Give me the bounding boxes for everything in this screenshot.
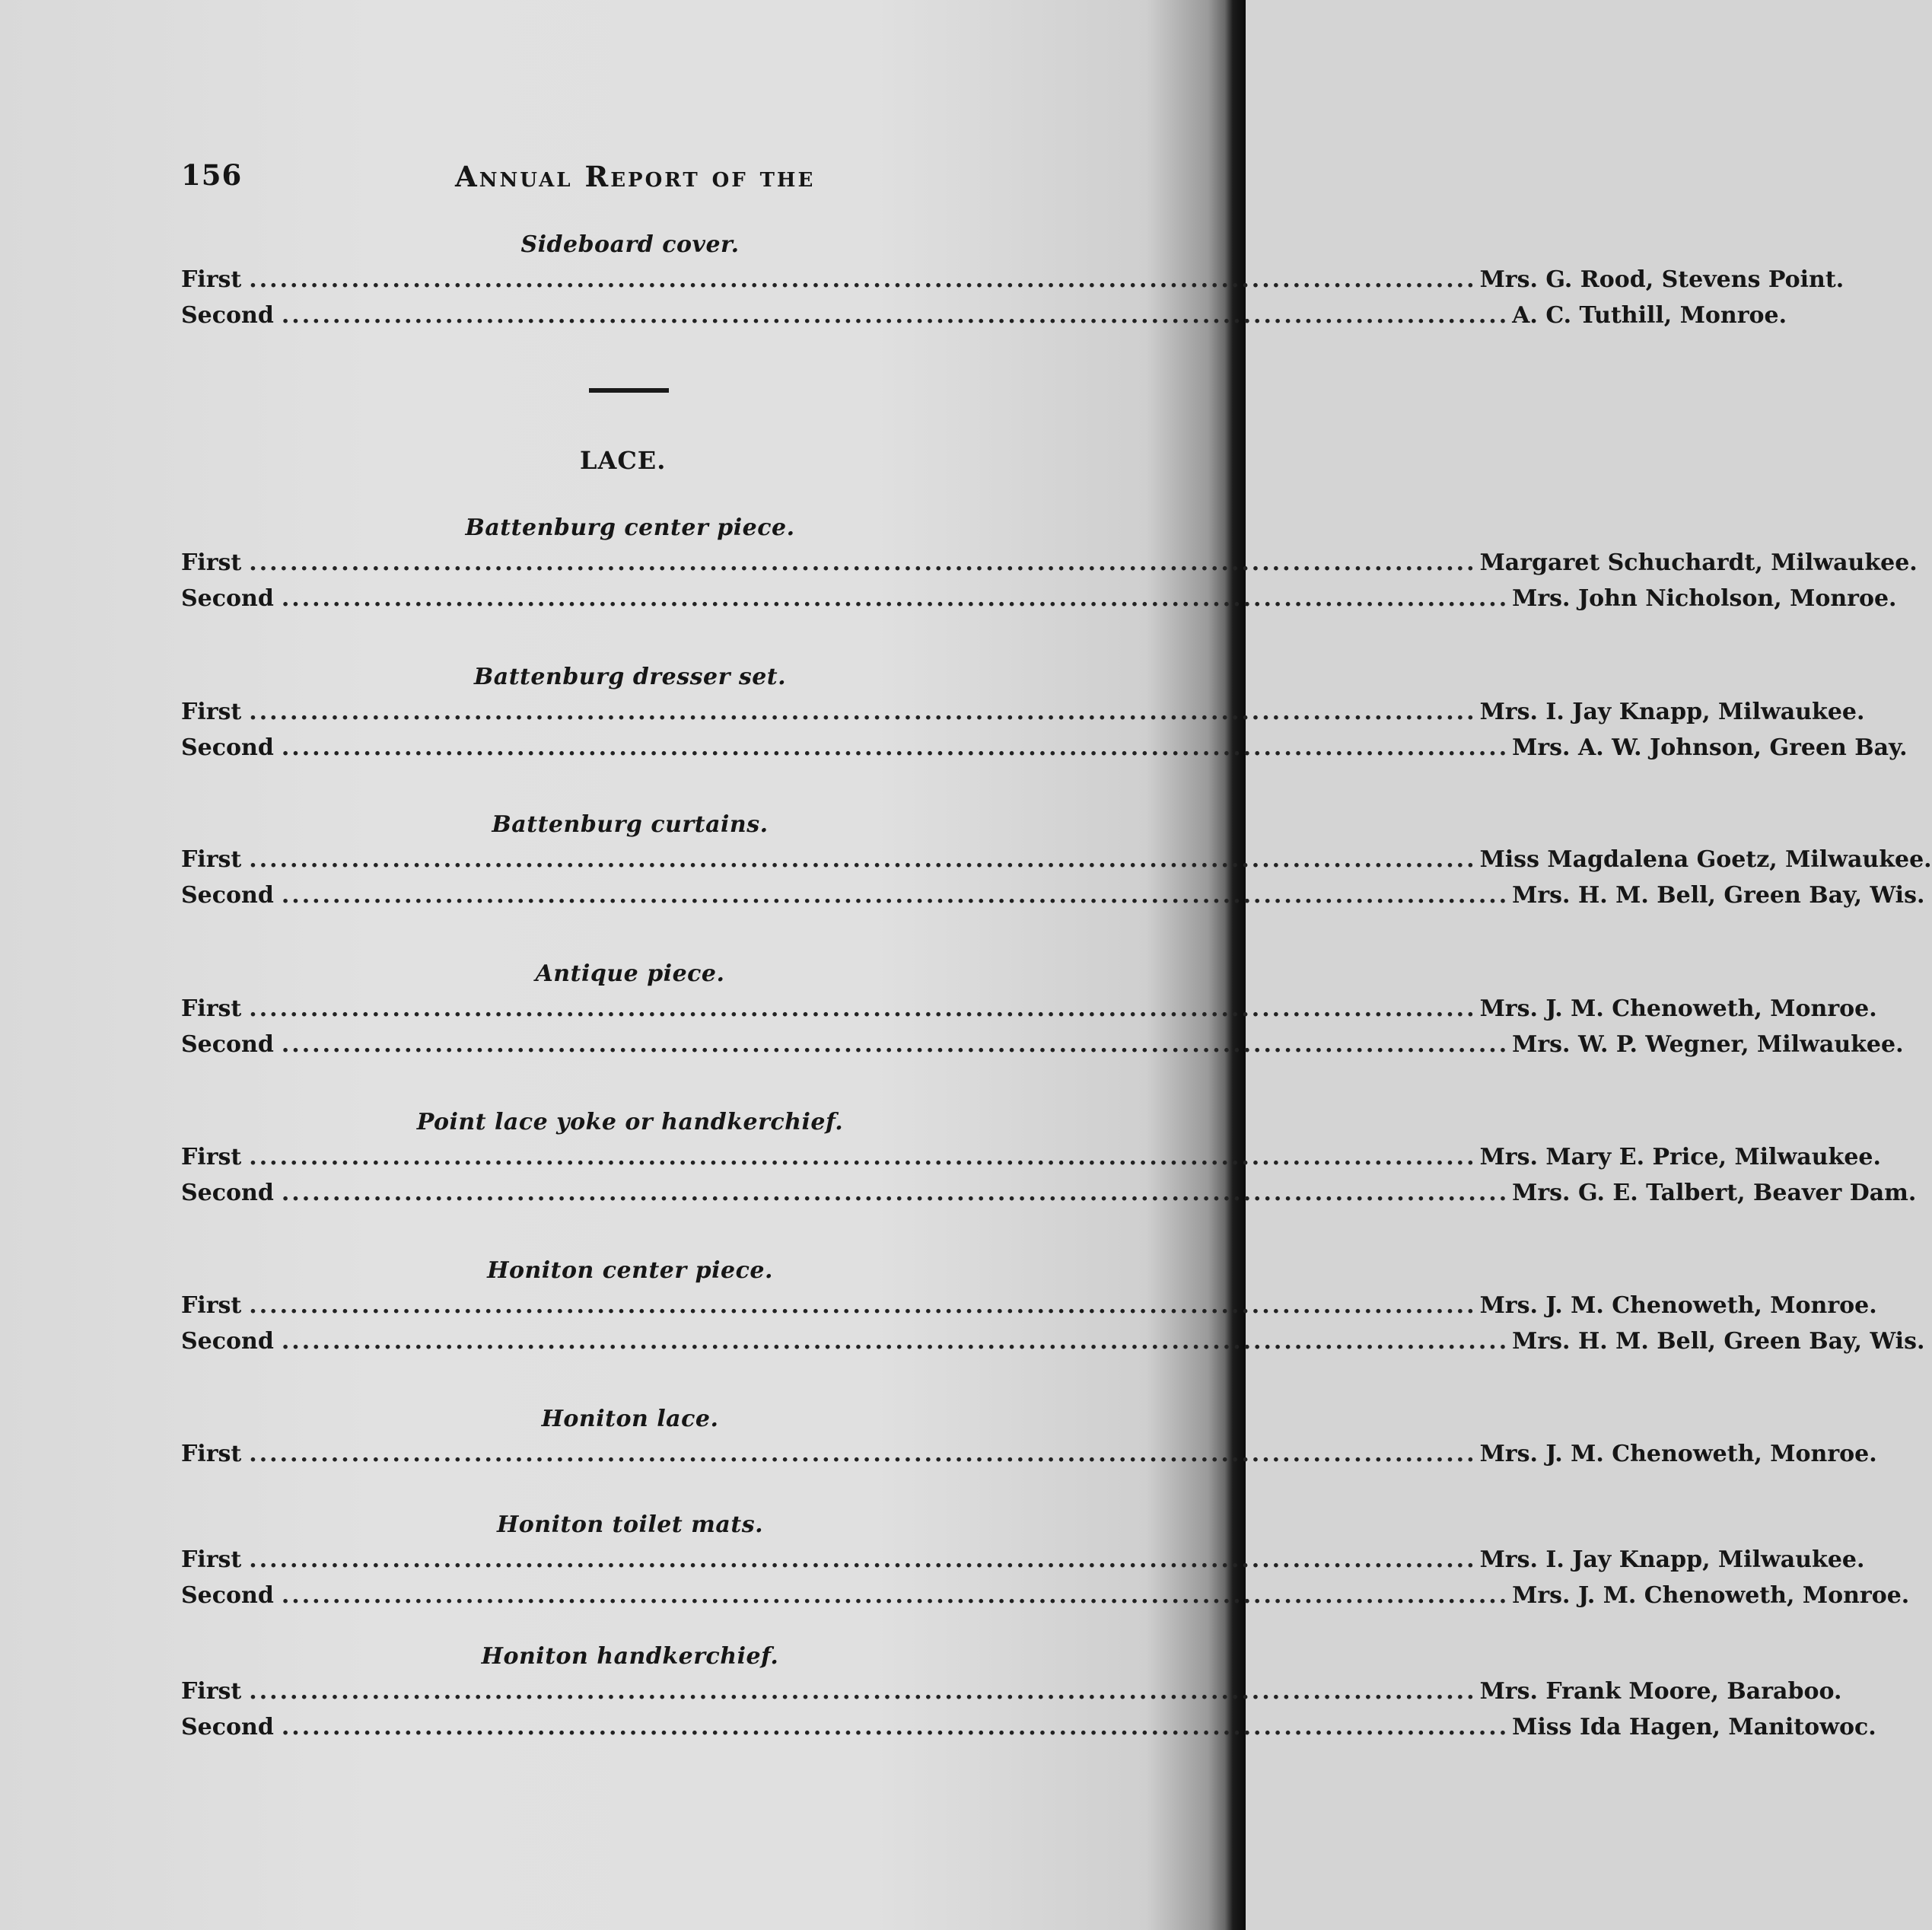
award-place: First — [181, 549, 242, 576]
award-entry — [181, 877, 1925, 913]
award-section — [181, 661, 1908, 766]
award-category-caption: Honiton handkerchief. — [481, 1643, 779, 1670]
award-section — [181, 957, 1904, 1062]
award-winner: A. C. Tuthill, Monroe. — [1512, 302, 1787, 329]
award-category-caption: Battenburg center piece. — [465, 514, 795, 541]
award-category-caption: Battenburg curtains. — [492, 811, 769, 838]
award-winner: Mrs. G. Rood, Stevens Point. — [1479, 266, 1844, 293]
award-category-caption: Honiton toilet mats. — [496, 1511, 764, 1538]
award-place: First — [181, 699, 242, 725]
award-category-caption: Honiton center piece. — [487, 1257, 773, 1284]
running-head: Annual Report of the — [455, 160, 816, 193]
award-winner: Margaret Schuchardt, Milwaukee. — [1479, 549, 1918, 576]
award-winner: Mrs. A. W. Johnson, Green Bay. — [1512, 734, 1908, 761]
award-place: First — [181, 266, 242, 293]
award-place: First — [181, 1441, 242, 1467]
award-entry — [181, 1323, 1925, 1359]
award-place: Second — [181, 585, 274, 612]
award-section — [181, 1640, 1876, 1745]
award-section — [181, 1106, 1917, 1211]
award-entry — [181, 1542, 1865, 1578]
dot-leader: ........................................................................................................................ — [249, 1546, 1477, 1573]
award-winner: Mrs. J. M. Chenoweth, Monroe. — [1512, 1582, 1910, 1609]
award-winner: Mrs. H. M. Bell, Green Bay, Wis. — [1512, 1328, 1925, 1355]
dot-leader: ........................................................................................................................ — [281, 585, 1510, 612]
award-section-sideboard-cover — [181, 228, 1844, 333]
dot-leader: ........................................................................................................................ — [281, 734, 1510, 761]
dot-leader: ........................................................................................................................ — [249, 846, 1477, 873]
award-place: Second — [181, 1180, 274, 1206]
award-section — [181, 1508, 1910, 1613]
award-winner: Mrs. I. Jay Knapp, Milwaukee. — [1479, 1546, 1865, 1573]
award-entry — [181, 1288, 1877, 1323]
award-place: Second — [181, 1714, 274, 1741]
award-winner: Mrs. G. E. Talbert, Beaver Dam. — [1512, 1180, 1917, 1206]
dot-leader: ........................................................................................................................ — [249, 995, 1477, 1022]
award-category-caption: Point lace yoke or handkerchief. — [416, 1109, 844, 1135]
award-place: First — [181, 1292, 242, 1319]
award-entry — [181, 1674, 1842, 1709]
award-winner: Mrs. W. P. Wegner, Milwaukee. — [1512, 1031, 1904, 1058]
award-place: First — [181, 846, 242, 873]
award-winner: Miss Ida Hagen, Manitowoc. — [1512, 1714, 1876, 1741]
dot-leader: ........................................................................................................................ — [249, 266, 1477, 293]
award-place: Second — [181, 1328, 274, 1355]
award-place: First — [181, 1546, 242, 1573]
dot-leader: ........................................................................................................................ — [281, 882, 1510, 909]
award-winner: Mrs. Frank Moore, Baraboo. — [1479, 1678, 1842, 1705]
lace-heading-text: LACE. — [580, 446, 667, 475]
award-entry — [181, 1175, 1917, 1211]
award-entry — [181, 545, 1918, 581]
award-entry — [181, 1578, 1910, 1613]
dot-leader: ........................................................................................................................ — [249, 1144, 1477, 1170]
dot-leader: ........................................................................................................................ — [281, 1180, 1510, 1206]
award-place: First — [181, 1678, 242, 1705]
award-place: Second — [181, 1031, 274, 1058]
award-entry — [181, 1709, 1876, 1745]
dot-leader: ........................................................................................................................ — [281, 1714, 1510, 1741]
award-place: Second — [181, 1582, 274, 1609]
award-category-caption: Honiton lace. — [541, 1406, 719, 1432]
award-place: Second — [181, 734, 274, 761]
award-winner: Miss Magdalena Goetz, Milwaukee. — [1479, 846, 1932, 873]
award-entry — [181, 1436, 1877, 1472]
award-entry — [181, 1027, 1904, 1062]
award-entry — [181, 694, 1865, 730]
dot-leader: ........................................................................................................................ — [281, 1031, 1510, 1058]
award-category-caption: Battenburg dresser set. — [473, 664, 787, 690]
award-place: Second — [181, 882, 274, 909]
award-entry — [181, 262, 1844, 298]
dot-leader: ........................................................................................................................ — [249, 699, 1477, 725]
award-place: First — [181, 1144, 242, 1170]
award-entry — [181, 842, 1932, 877]
award-entry — [181, 581, 1897, 616]
award-section — [181, 1403, 1877, 1472]
award-entry — [181, 298, 1787, 333]
award-place: First — [181, 995, 242, 1022]
award-winner: Mrs. John Nicholson, Monroe. — [1512, 585, 1897, 612]
award-section — [181, 1254, 1925, 1359]
award-winner: Mrs. J. M. Chenoweth, Monroe. — [1479, 1292, 1877, 1319]
award-category-caption: Antique piece. — [535, 960, 725, 987]
page-header — [181, 158, 1079, 195]
dot-leader: ........................................................................................................................ — [249, 549, 1477, 576]
award-entry — [181, 1139, 1881, 1175]
award-winner: Mrs. H. M. Bell, Green Bay, Wis. — [1512, 882, 1925, 909]
award-winner: Mrs. J. M. Chenoweth, Monroe. — [1479, 1441, 1877, 1467]
award-winner: Mrs. Mary E. Price, Milwaukee. — [1479, 1144, 1881, 1170]
dot-leader: ........................................................................................................................ — [249, 1441, 1477, 1467]
dot-leader: ........................................................................................................................ — [249, 1292, 1477, 1319]
award-section — [181, 808, 1932, 913]
page-number: 156 — [181, 158, 243, 192]
dot-leader: ........................................................................................................................ — [281, 302, 1510, 329]
award-section — [181, 511, 1918, 616]
dot-leader: ........................................................................................................................ — [281, 1582, 1510, 1609]
award-entry — [181, 991, 1877, 1027]
award-winner: Mrs. I. Jay Knapp, Milwaukee. — [1479, 699, 1865, 725]
section-divider — [589, 388, 669, 393]
award-entry — [181, 730, 1908, 766]
award-category-caption: Sideboard cover. — [520, 231, 740, 258]
dot-leader: ........................................................................................................................ — [249, 1678, 1477, 1705]
award-winner: Mrs. J. M. Chenoweth, Monroe. — [1479, 995, 1877, 1022]
dot-leader: ........................................................................................................................ — [281, 1328, 1510, 1355]
award-place: Second — [181, 302, 274, 329]
